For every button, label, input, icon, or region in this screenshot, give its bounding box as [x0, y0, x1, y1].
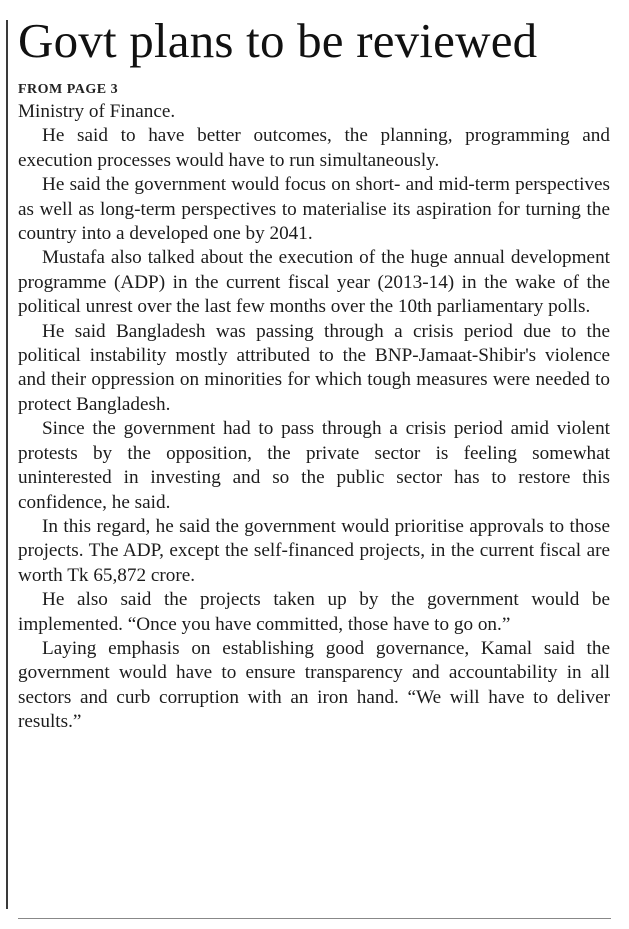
- paragraph: He said the government would focus on short- and mid-term perspectives as well as long-term perspectives to materialise its aspiration for turning the country into a developed one by 2041.: [18, 174, 610, 245]
- jump-line: FROM PAGE 3: [18, 82, 119, 97]
- headline: Govt plans to be reviewed: [18, 13, 538, 68]
- bottom-rule: [18, 918, 611, 919]
- paragraph: Since the government had to pass through a crisis period amid violent protests by the opposition, the private sector is feeling somewhat uninterested in investing and so the public sector has to restore this confidence, he said.: [18, 418, 610, 513]
- paragraph: He said Bangladesh was passing through a crisis period due to the political instability mostly attributed to the BNP-Jamaat-Shibir's violence and their oppression on minorities for which tough measures were needed to protect Bangladesh.: [18, 320, 610, 415]
- paragraph: Mustafa also talked about the execution of the huge annual development programme (ADP) in the current fiscal year (2013-14) in the wake of the political unrest over the last few months over the 10th parliamentary polls.: [18, 247, 610, 318]
- article-body: [18, 100, 610, 735]
- paragraph: Ministry of Finance.: [18, 101, 176, 122]
- paragraph: He also said the projects taken up by the government would be implemented. “Once you have committed, those have to go on.”: [18, 589, 610, 635]
- paragraph: Laying emphasis on establishing good governance, Kamal said the government would have to ensure transparency and accountability in all sectors and curb corruption with an iron hand. “We will have to deliver results.”: [18, 637, 610, 733]
- news-article: [18, 12, 610, 735]
- paragraph: He said to have better outcomes, the planning, programming and execution processes would have to run simultaneously.: [18, 125, 610, 171]
- column-rule-left: [6, 20, 8, 909]
- paragraph: In this regard, he said the government would prioritise approvals to those projects. The ADP, except the self-financed projects, in the current fiscal are worth Tk 65,872 crore.: [18, 515, 610, 586]
